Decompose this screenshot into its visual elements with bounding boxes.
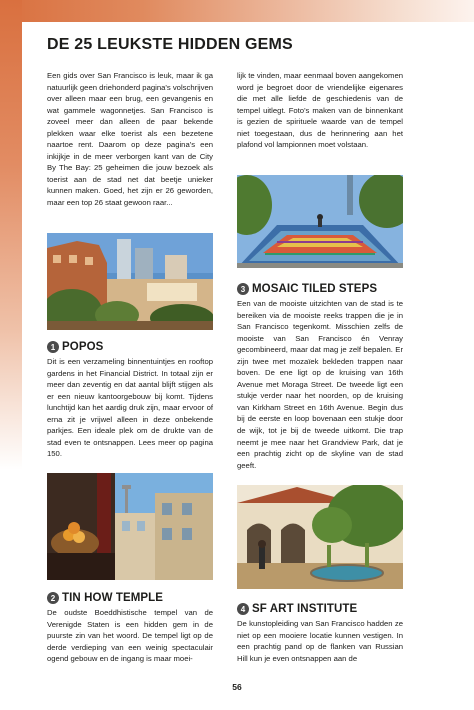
section-1-number: 1 bbox=[47, 341, 59, 353]
section-4-text: De kunstopleiding van San Francisco hadden ze niet op een mooiere locatie kunnen vestigen. In een prachtig pand op de flanken van Russian Hill kun je even ontsnappen aan de bbox=[237, 619, 403, 663]
page-number: 56 bbox=[232, 682, 242, 692]
section-1-title: POPOS bbox=[62, 341, 104, 353]
section-2-title: TIN HOW TEMPLE bbox=[62, 592, 164, 604]
decorative-top-band bbox=[0, 0, 474, 22]
section-3-heading bbox=[237, 283, 377, 295]
tin-how-temple-photo bbox=[47, 473, 213, 580]
section-1-text: Dit is een verzameling binnentuintjes en rooftop gardens in het Financial District. In totaal zijn er meer dan zeventig en dat aantal blijft stijgen als er een nieuw kantoorgebouw bij komt. Tijdens lunchtijd kan het aardig druk zijn, maar ervoor of erna zit je vrijwel alleen in deze onbekende parkjes. Een ideale plek om de drukte van de stad even te ontsnappen. Lees meer op pagina 150. bbox=[47, 357, 213, 459]
section-4-heading bbox=[237, 603, 357, 615]
tin-how-continuation: lijk te vinden, maar eenmaal boven aangekomen word je begroet door de vriendelijke eigenares die met alle liefde de geschiedenis van de tempel uitlegt. Foto's maken van de binnenkant is gezien de spirituele waarde van de tempel niet toegestaan, dus de herinnering aan het plafond vol lampionnen moet volstaan. bbox=[237, 71, 403, 150]
section-3-number: 3 bbox=[237, 283, 249, 295]
section-4-number: 4 bbox=[237, 603, 249, 615]
section-3-text: Een van de mooiste uitzichten van de stad is te bereiken via de mooiste reeks trappen die je in San Francisco tegenkomt. Misschien zelfs de mooiste van San Francisco én Venray gecombineerd, maar dat mag je zelf bepalen. Er zijn twee met mozaïek bekleden trappen naar boven. De ene ligt op de kruising van 16th Avenue met Moraga Street. De tweede ligt een stukje verder naar het noorden, op de kruising van Kirkham Street en 16th Avenue. Begin dus bij de eerste en loop bovenaan een stukje door de wijk, tot je bij de tweede uitkomt. Die trap neemt je mee naar het Grandview Park, dat je een prachtig zicht op de skyline van de stad geeft. bbox=[237, 299, 403, 470]
intro-paragraph: Een gids over San Francisco is leuk, maar ik ga natuurlijk geen driehonderd pagina's volschrijven over alleen maar een brug, een gevangenis en wat gammele wagonnetjes. San Francisco is zoveel meer dan alleen de paar bekende plekken waar elke toerist als een bezetene naartoe rent. Daarom op deze pagina's een inkijkje in de meer verborgen kant van de City By The Bay: 25 geheimen die jouw bezoek als toerist aan de stad net dat beetje unieker kunnen maken. Goed, het zijn er 26 geworden, maar een top 26 staat gewoon raar... bbox=[47, 71, 213, 208]
page-title: DE 25 LEUKSTE HIDDEN GEMS bbox=[47, 36, 293, 53]
section-2-heading bbox=[47, 592, 163, 604]
section-3-title: MOSAIC TILED STEPS bbox=[252, 283, 378, 295]
decorative-side-band bbox=[0, 0, 22, 470]
section-1-heading bbox=[47, 341, 103, 353]
section-2-number: 2 bbox=[47, 592, 59, 604]
sf-art-institute-photo bbox=[237, 485, 403, 589]
section-2-text: De oudste Boeddhistische tempel van de Verenigde Staten is een hidden gem in de puurste zin van het woord. De tempel ligt op de derde verdieping van een weinig spectaculair ogend gebouw en de ingang is maar moei- bbox=[47, 608, 213, 664]
popos-photo bbox=[47, 233, 213, 330]
section-4-title: SF ART INSTITUTE bbox=[252, 603, 358, 615]
mosaic-steps-photo bbox=[237, 175, 403, 268]
